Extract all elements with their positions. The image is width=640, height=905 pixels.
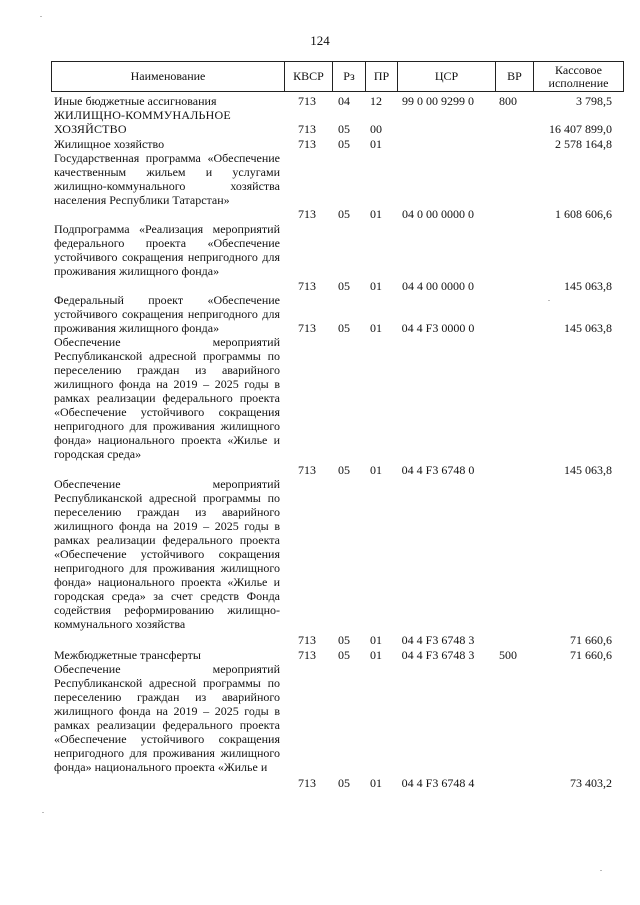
row-vr: 800 [499,94,517,108]
row-csr: 04 4 F3 0000 0 [401,321,475,335]
header-pr: ПР [365,61,397,92]
row-kassa: 145 063,8 [564,321,612,335]
row-csr: 04 4 F3 6748 0 [401,463,475,477]
row-rz: 05 [338,463,350,477]
row-name: Жилищное хозяйство [54,137,165,151]
row-kassa: 3 798,5 [576,94,612,108]
row-csr: 04 4 F3 6748 3 [401,633,475,647]
row-kvsr: 713 [298,776,316,790]
row-csr: 04 0 00 0000 0 [402,207,474,221]
row-name: Обеспечение мероприятий Республиканской адресной программы по переселению граждан из аварийного жилищного фонда на 2019 – 2025 годы в рамках реализации федерального проекта «Обеспечение устойчивого сокращения непригодного для проживания жилищного фонда» национального проекта «Жилье и городская среда» [54,335,280,461]
scan-speck [548,300,550,301]
row-kvsr: 713 [298,463,316,477]
row-kassa: 16 407 899,0 [549,122,612,136]
row-pr: 01 [370,321,382,335]
row-kassa: 71 660,6 [570,648,612,662]
row-kvsr: 713 [298,122,316,136]
row-kvsr: 713 [298,279,316,293]
page-number: 124 [310,33,330,48]
row-csr: 04 4 00 0000 0 [402,279,474,293]
row-kvsr: 713 [298,321,316,335]
row-kvsr: 713 [298,207,316,221]
row-csr: 04 4 F3 6748 3 [401,648,475,662]
row-rz: 05 [338,122,350,136]
row-pr: 01 [370,279,382,293]
row-csr: 04 4 F3 6748 4 [401,776,475,790]
row-rz: 05 [338,137,350,151]
row-rz: 05 [338,207,350,221]
row-pr: 00 [370,122,382,136]
row-name: Подпрограмма «Реализация мероприятий федерального проекта «Обеспечение устойчивого сокращения непригодного для проживания жилищного фонда» [54,222,280,278]
row-pr: 01 [370,776,382,790]
header-csr: ЦСР [397,61,495,92]
row-kassa: 71 660,6 [570,633,612,647]
row-rz: 05 [338,648,350,662]
row-pr: 01 [370,633,382,647]
row-kassa: 2 578 164,8 [555,137,612,151]
row-name: Обеспечение мероприятий Республиканской адресной программы по переселению граждан из аварийного жилищного фонда на 2019 – 2025 годы в рамках реализации федерального проекта «Обеспечение устойчивого сокращения непригодного для проживания жилищного фонда» национального проекта «Жилье и [54,662,280,774]
header-kvsr: КВСР [284,61,332,92]
header-rz: Рз [332,61,365,92]
row-name: Обеспечение мероприятий Республиканской адресной программы по переселению граждан из аварийного жилищного фонда на 2019 – 2025 годы в рамках реализации федерального проекта «Обеспечение устойчивого сокращения непригодного для проживания жилищного фонда» национального проекта «Жилье и городская среда» за счет средств Фонда содействия реформированию жилищно-коммунального хозяйства [54,477,280,631]
row-csr: 99 0 00 9299 0 [402,94,474,108]
row-kvsr: 713 [298,94,316,108]
scan-speck [42,812,44,813]
row-kassa: 1 608 606,6 [555,207,612,221]
row-kassa: 73 403,2 [570,776,612,790]
row-pr: 01 [370,648,382,662]
row-name: ЖИЛИЩНО-КОММУНАЛЬНОЕ ХОЗЯЙСТВО [54,108,231,136]
row-vr: 500 [499,648,517,662]
header-kassa: Кассовое исполнение [533,61,624,92]
header-vr: ВР [495,61,533,92]
row-kvsr: 713 [298,137,316,151]
scan-speck [40,16,42,17]
row-pr: 01 [370,137,382,151]
row-kassa: 145 063,8 [564,463,612,477]
row-name: Государственная программа «Обеспечение качественным жильем и услугами жилищно-коммунального хозяйства населения Республики Татарстан» [54,151,280,207]
row-name: Федеральный проект «Обеспечение устойчивого сокращения непригодного для проживания жилищного фонда» [54,293,280,335]
row-rz: 04 [338,94,350,108]
row-rz: 05 [338,633,350,647]
row-rz: 05 [338,776,350,790]
row-pr: 01 [370,463,382,477]
header-name: Наименование [51,61,284,92]
row-name: Межбюджетные трансферты [54,648,201,662]
row-rz: 05 [338,321,350,335]
row-kvsr: 713 [298,633,316,647]
scan-speck [600,870,602,871]
row-kvsr: 713 [298,648,316,662]
row-kassa: 145 063,8 [564,279,612,293]
row-name: Иные бюджетные ассигнования [54,94,217,108]
row-pr: 01 [370,207,382,221]
row-rz: 05 [338,279,350,293]
row-pr: 12 [370,94,382,108]
